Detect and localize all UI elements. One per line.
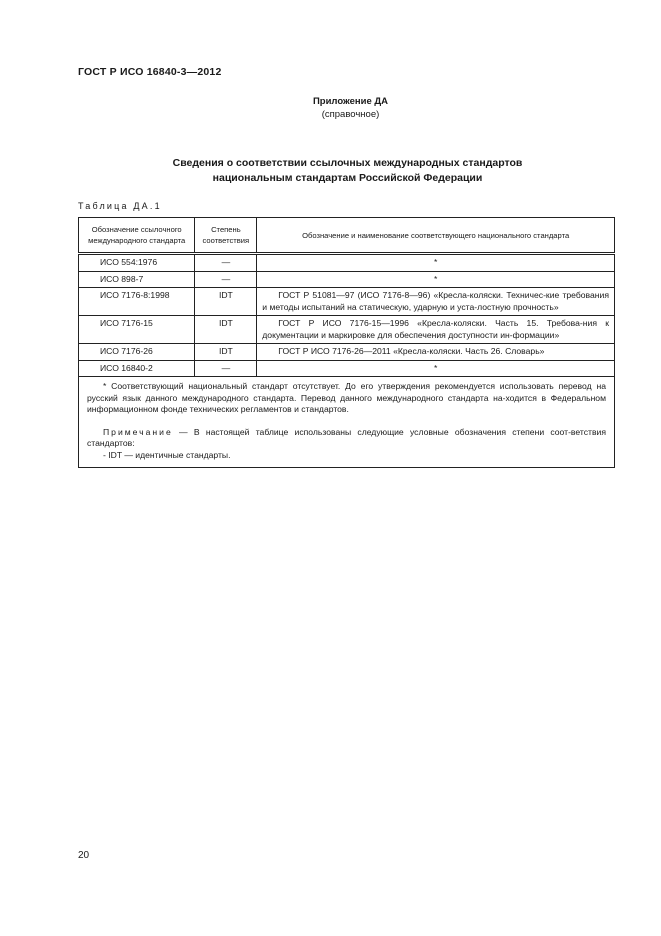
cell-iso: ИСО 16840-2	[79, 360, 195, 377]
table-row	[79, 344, 615, 361]
table-footnote: * Соответствующий национальный стандарт отсутствует. До его утверждения рекомендуется использовать перевод на русский язык данного международного стандарта. Перевод данного международного стандарта на-ходится в Федеральном информационном фонде технических регламентов и стандартов.	[87, 381, 606, 414]
cell-iso: ИСО 554:1976	[79, 254, 195, 272]
section-title-line2: национальным стандартам Российской Федерации	[212, 172, 483, 184]
cell-national: *	[257, 271, 615, 288]
table-note	[87, 427, 606, 450]
cell-iso: ИСО 898-7	[79, 271, 195, 288]
table-row	[79, 316, 615, 344]
table-row	[79, 271, 615, 288]
table-caption: Таблица ДА.1	[78, 201, 162, 211]
appendix-title: Приложение ДА	[312, 96, 389, 107]
section-title-line1: Сведения о соответствии ссылочных международных стандартов	[172, 157, 523, 169]
document-header-code: ГОСТ Р ИСО 16840-3—2012	[78, 66, 222, 78]
cell-degree: —	[195, 360, 257, 377]
cell-national	[257, 344, 615, 361]
page-number: 20	[78, 850, 90, 861]
cell-national-text: ГОСТ Р ИСО 7176-26—2011 «Кресла-коляски. Часть 26. Словарь»	[278, 346, 545, 356]
note-text: — В настоящей таблице использованы следующие условные обозначения степени соот-ветствия стандартов:	[87, 426, 606, 448]
cell-degree: IDT	[195, 344, 257, 361]
cell-degree: —	[195, 254, 257, 272]
header-national-standard: Обозначение и наименование соответствующего национального стандарта	[257, 218, 615, 254]
table-header-row	[79, 218, 615, 254]
note-label: Примечание	[103, 426, 173, 437]
cell-iso: ИСО 7176-15	[79, 316, 195, 344]
cell-national-text: ГОСТ Р ИСО 7176-15—1996 «Кресла-коляски. Часть 15. Требова-ния к документации и маркировке для обеспечения доступности ин-формации»	[262, 318, 609, 340]
table-row	[79, 288, 615, 316]
appendix-subtitle: (справочное)	[321, 109, 380, 120]
cell-iso: ИСО 7176-8:1998	[79, 288, 195, 316]
notes-spacer	[87, 416, 606, 427]
note-item: - IDT — идентичные стандарты.	[103, 449, 231, 460]
cell-degree: —	[195, 271, 257, 288]
cell-national: *	[257, 360, 615, 377]
correspondence-table	[78, 217, 615, 468]
cell-degree: IDT	[195, 288, 257, 316]
header-international-standard: Обозначение ссылочного международного стандарта	[79, 218, 195, 254]
cell-national	[257, 288, 615, 316]
table-notes-cell	[79, 377, 615, 468]
cell-national-text: ГОСТ Р 51081—97 (ИСО 7176-8—96) «Кресла-коляски. Техничес-кие требования и методы испытаний на статическую, ударную и уста-лостную прочность»	[262, 290, 609, 312]
cell-national: *	[257, 254, 615, 272]
correspondence-table-container	[78, 217, 615, 468]
table-body	[79, 254, 615, 468]
cell-degree: IDT	[195, 316, 257, 344]
cell-iso: ИСО 7176-26	[79, 344, 195, 361]
appendix-heading	[0, 95, 661, 121]
table-row	[79, 254, 615, 272]
table-notes-row	[79, 377, 615, 468]
section-title	[0, 156, 661, 186]
cell-national	[257, 316, 615, 344]
table-row	[79, 360, 615, 377]
table-header	[79, 218, 615, 254]
header-degree-of-conformity: Степень соответствия	[195, 218, 257, 254]
